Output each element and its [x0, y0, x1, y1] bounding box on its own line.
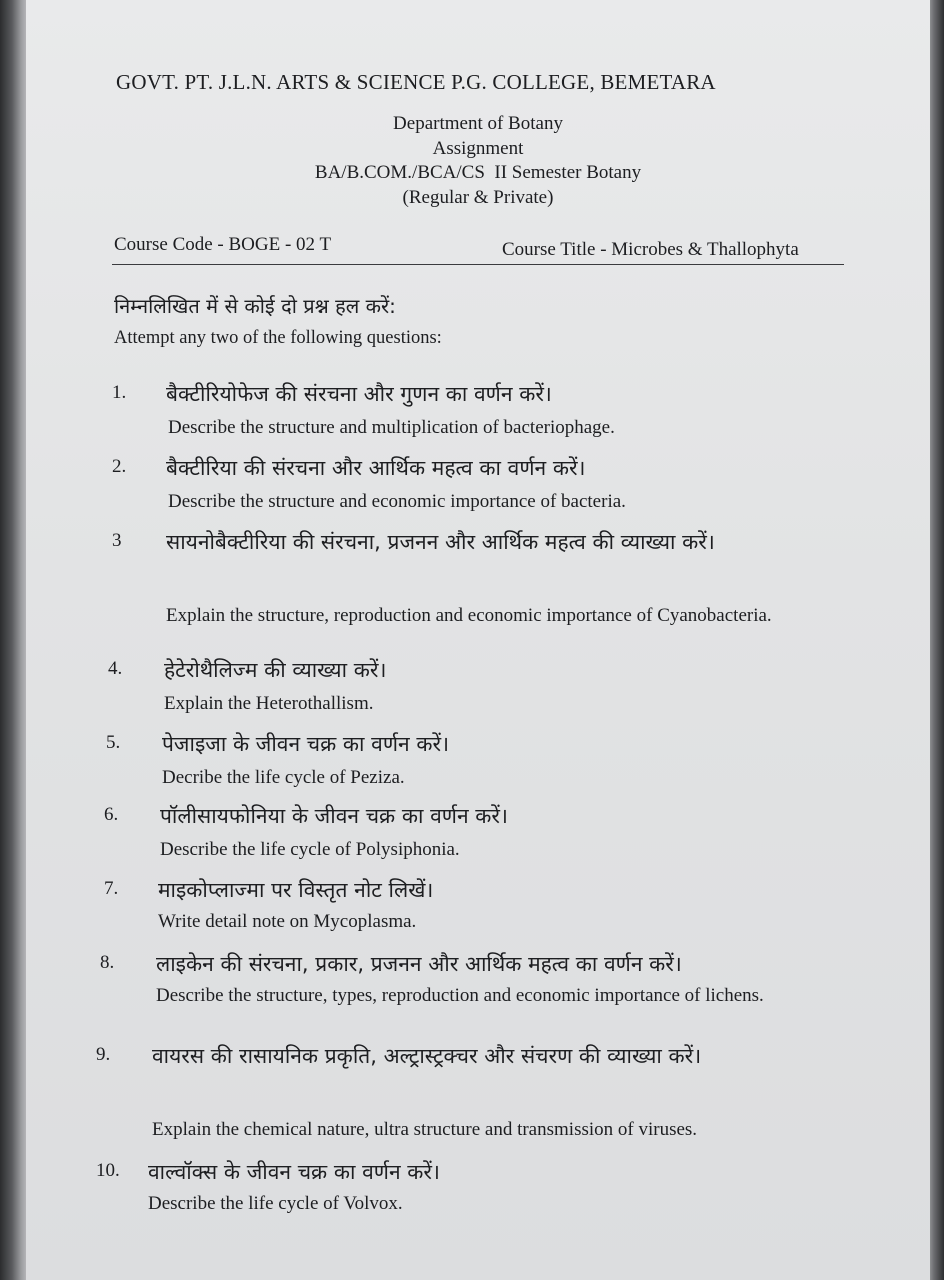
question-number: 6.: [104, 804, 119, 825]
question-hindi: हेटेरोथैलिज्म की व्याख्या करें।: [164, 658, 387, 682]
question-hindi: लाइकेन की संरचना, प्रकार, प्रजनन और आर्थिक महत्व का वर्णन करें।: [156, 952, 682, 976]
college-name: GOVT. PT. J.L.N. ARTS & SCIENCE P.G. COLLEGE, BEMETARA: [116, 70, 716, 94]
instruction-english: Attempt any two of the following questions:: [114, 328, 442, 348]
question-number: 1.: [112, 382, 127, 403]
class-semester: BA/B.COM./BCA/CS II Semester Botany: [314, 162, 642, 183]
question-english: Describe the life cycle of Polysiphonia.: [160, 839, 460, 860]
header-divider: [112, 264, 844, 265]
question-english: Explain the structure, reproduction and economic importance of Cyanobacteria.: [166, 605, 772, 626]
question-english: Describe the structure and multiplication of bacteriophage.: [168, 417, 615, 438]
instruction-hindi: निम्नलिखित में से कोई दो प्रश्न हल करें:: [114, 294, 396, 318]
question-english: Decribe the life cycle of Peziza.: [162, 767, 405, 788]
question-english: Describe the life cycle of Volvox.: [148, 1193, 403, 1214]
question-number: 8.: [100, 952, 115, 973]
department-name: Department of Botany: [393, 113, 563, 134]
question-english: Write detail note on Mycoplasma.: [158, 911, 417, 932]
question-hindi: वायरस की रासायनिक प्रकृति, अल्ट्रास्ट्रक्चर और संचरण की व्याख्या करें।: [152, 1044, 702, 1068]
question-number: 4.: [108, 658, 123, 679]
document-type: Assignment: [432, 138, 524, 159]
question-english: Describe the structure and economic importance of bacteria.: [168, 491, 626, 512]
question-number: 10.: [96, 1160, 120, 1181]
course-code: Course Code - BOGE - 02 T: [114, 234, 332, 255]
question-hindi: सायनोबैक्टीरिया की संरचना, प्रजनन और आर्थिक महत्व की व्याख्या करें।: [166, 530, 715, 554]
question-hindi: बैक्टीरिया की संरचना और आर्थिक महत्व का वर्णन करें।: [166, 456, 586, 480]
question-english: Describe the structure, types, reproduction and economic importance of lichens.: [156, 985, 764, 1006]
question-hindi: पॉलीसायफोनिया के जीवन चक्र का वर्णन करें।: [160, 804, 508, 828]
question-number: 3: [112, 530, 122, 551]
question-number: 9.: [96, 1044, 111, 1065]
course-title: Course Title - Microbes & Thallophyta: [502, 239, 799, 260]
question-number: 7.: [104, 878, 119, 899]
question-hindi: बैक्टीरियोफेज की संरचना और गुणन का वर्णन करें।: [166, 382, 552, 406]
question-hindi: पेजाइजा के जीवन चक्र का वर्णन करें।: [162, 732, 450, 756]
question-hindi: माइकोप्लाज्मा पर विस्तृत नोट लिखें।: [158, 878, 434, 902]
study-mode: (Regular & Private): [402, 187, 554, 208]
question-number: 5.: [106, 732, 121, 753]
assignment-sheet: [26, 0, 930, 1280]
question-hindi: वाल्वॉक्स के जीवन चक्र का वर्णन करें।: [148, 1160, 440, 1184]
question-english: Explain the chemical nature, ultra structure and transmission of viruses.: [152, 1119, 698, 1140]
question-number: 2.: [112, 456, 127, 477]
question-english: Explain the Heterothallism.: [164, 693, 374, 714]
